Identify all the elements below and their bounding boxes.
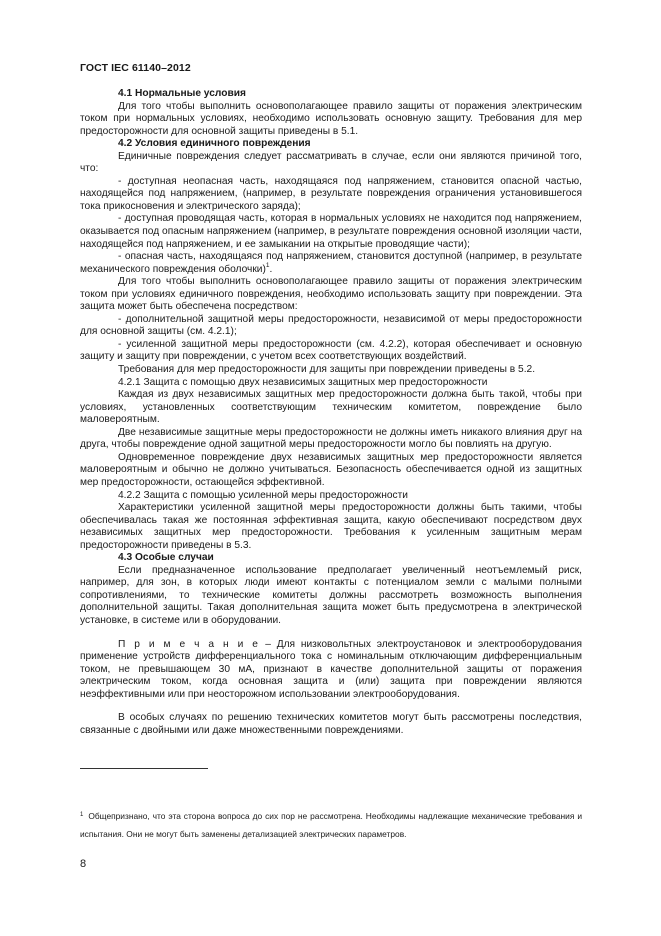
section-4-3-heading: 4.3 Особые случаи (118, 552, 214, 564)
section-4-1-heading: 4.1 Нормальные условия (118, 88, 246, 99)
footnote-divider (80, 768, 208, 769)
spacer (80, 628, 582, 639)
footnote-text: Общепризнано, что эта сторона вопроса до сих пор не рассмотрена. Необходимы надлежащие механические требования и испытания. Они не могут быть заменены детализацией электрических параметров. (80, 811, 582, 839)
section-4-2-bullet-4: - дополнительной защитной меры предосторожности, независимой от меры предосторожности для основной защиты (см. 4.2.1); (80, 313, 582, 338)
note (80, 639, 582, 702)
section-4-2-2-paragraph: Характеристики усиленной защитной меры предосторожности должны быть такими, чтобы обеспечивалась такая же постоянная эффективная защита, какую обеспечивают посредством двух независимых защитных мер предосторожности. Требования к усиленным защитным мерам предосторожности приведены в 5.3. (80, 502, 582, 551)
section-4-2-heading: 4.2 Условия единичного повреждения (118, 138, 311, 150)
section-4-2-1-paragraph-3: Одновременное повреждение двух независимых защитных мер предосторожности является маловероятным и обычно не должно учитываться. Безопасность обеспечивается одной из защитных мер предосторожности, остающейся эффективной. (80, 451, 582, 488)
section-4-2-bullet-2: - доступная проводящая часть, которая в нормальных условиях не находится под напряжением, оказывается под опасным напряжением (например, в результате повреждения основной изоляции части, находящейся под напряжением, и ее замыкании на открытые проводящие части); (80, 213, 582, 250)
note-label: П р и м е ч а н и е (118, 638, 260, 650)
section-4-2-1-heading: 4.2.1 Защита с помощью двух независимых защитных мер предосторожности (118, 376, 488, 388)
page-number: 8 (80, 858, 87, 870)
section-4-2-paragraph-3: Требования для мер предосторожности для защиты при повреждении приведены в 5.2. (118, 364, 536, 376)
section-4-3-paragraph-1: Если предназначенное использование предполагает увеличенный неотъемлемый риск, например, для зон, в которых люди имеют контакты с потенциалом земли с малыми полными сопротивлениями, то технические комитеты должны рассмотреть возможность выполнения дополнительной защиты. Такая дополнительная защита может быть предусмотрена в электрической установке, в системе или в оборудовании. (80, 564, 582, 626)
section-4-2-intro: Единичные повреждения следует рассматривать в случае, если они являются причиной того, что: (80, 150, 582, 175)
section-4-2-1-paragraph-1: Каждая из двух независимых защитных мер предосторожности должна быть такой, чтобы при условиях, установленных соответствующим техническим комитетом, повреждение было маловероятным. (80, 389, 582, 426)
bullet-3-end: . (269, 263, 273, 275)
section-4-2-bullet-1: - доступная неопасная часть, находящаяся под напряжением, становится опасной частью, находящейся под напряжением, (например, в результате повреждения ограничения установившегося тока прикосновения и электрического заряда); (80, 175, 582, 212)
note-text: – Для низковольтных электроустановок и электрооборудования применение устройств дифференциального тока с номинальным отключающим дифференциальным током, не превышающем 30 мА, признают в качестве дополнительной защиты от поражения электрическим током, когда основная защита и (или) защита при повреждении являются неэффективными или при неосторожном использовании электрооборудования. (80, 638, 582, 700)
section-4-1-paragraph: Для того чтобы выполнить основополагающее правило защиты от поражения электрическим током при нормальных условиях, необходимо использовать основную защиту. Требования для мер предосторожности для основной защиты приведены в 5.1. (80, 100, 582, 137)
section-4-2-bullet-5: - усиленной защитной меры предосторожности (см. 4.2.2), которая обеспечивает и основную защиту и защиту при повреждении, с учетом всех соответствующих воздействий. (80, 338, 582, 363)
main-text (80, 88, 582, 737)
section-4-2-2-heading: 4.2.2 Защита с помощью усиленной меры предосторожности (118, 489, 408, 501)
footnote-mark: 1 (80, 812, 84, 818)
footnote (80, 809, 582, 842)
bullet-3-text: - опасная часть, находящаяся под напряжением, становится доступной (например, в результате механического повреждения оболочки) (80, 251, 582, 275)
spacer (80, 701, 582, 712)
document-header: ГОСТ IEC 61140–2012 (80, 62, 191, 74)
section-4-2-paragraph-2: Для того чтобы выполнить основополагающее правило защиты от поражения электрическим током при условиях единичного повреждения, необходимо использовать защиту при повреждении. Эта защита может быть обеспечена посредством: (80, 276, 582, 313)
section-4-3-paragraph-2: В особых случаях по решению технических комитетов могут быть рассмотрены последствия, связанные с двойными или даже множественными повреждениями. (80, 712, 582, 736)
footnote-reference: 1 (265, 261, 270, 269)
section-4-2-1-paragraph-2: Две независимые защитные меры предосторожности не должны иметь никакого влияния друг на друга, чтобы повреждение одной защитной меры предосторожности могло бы повлиять на другую. (80, 426, 582, 451)
section-4-2-bullet-3 (80, 251, 582, 276)
